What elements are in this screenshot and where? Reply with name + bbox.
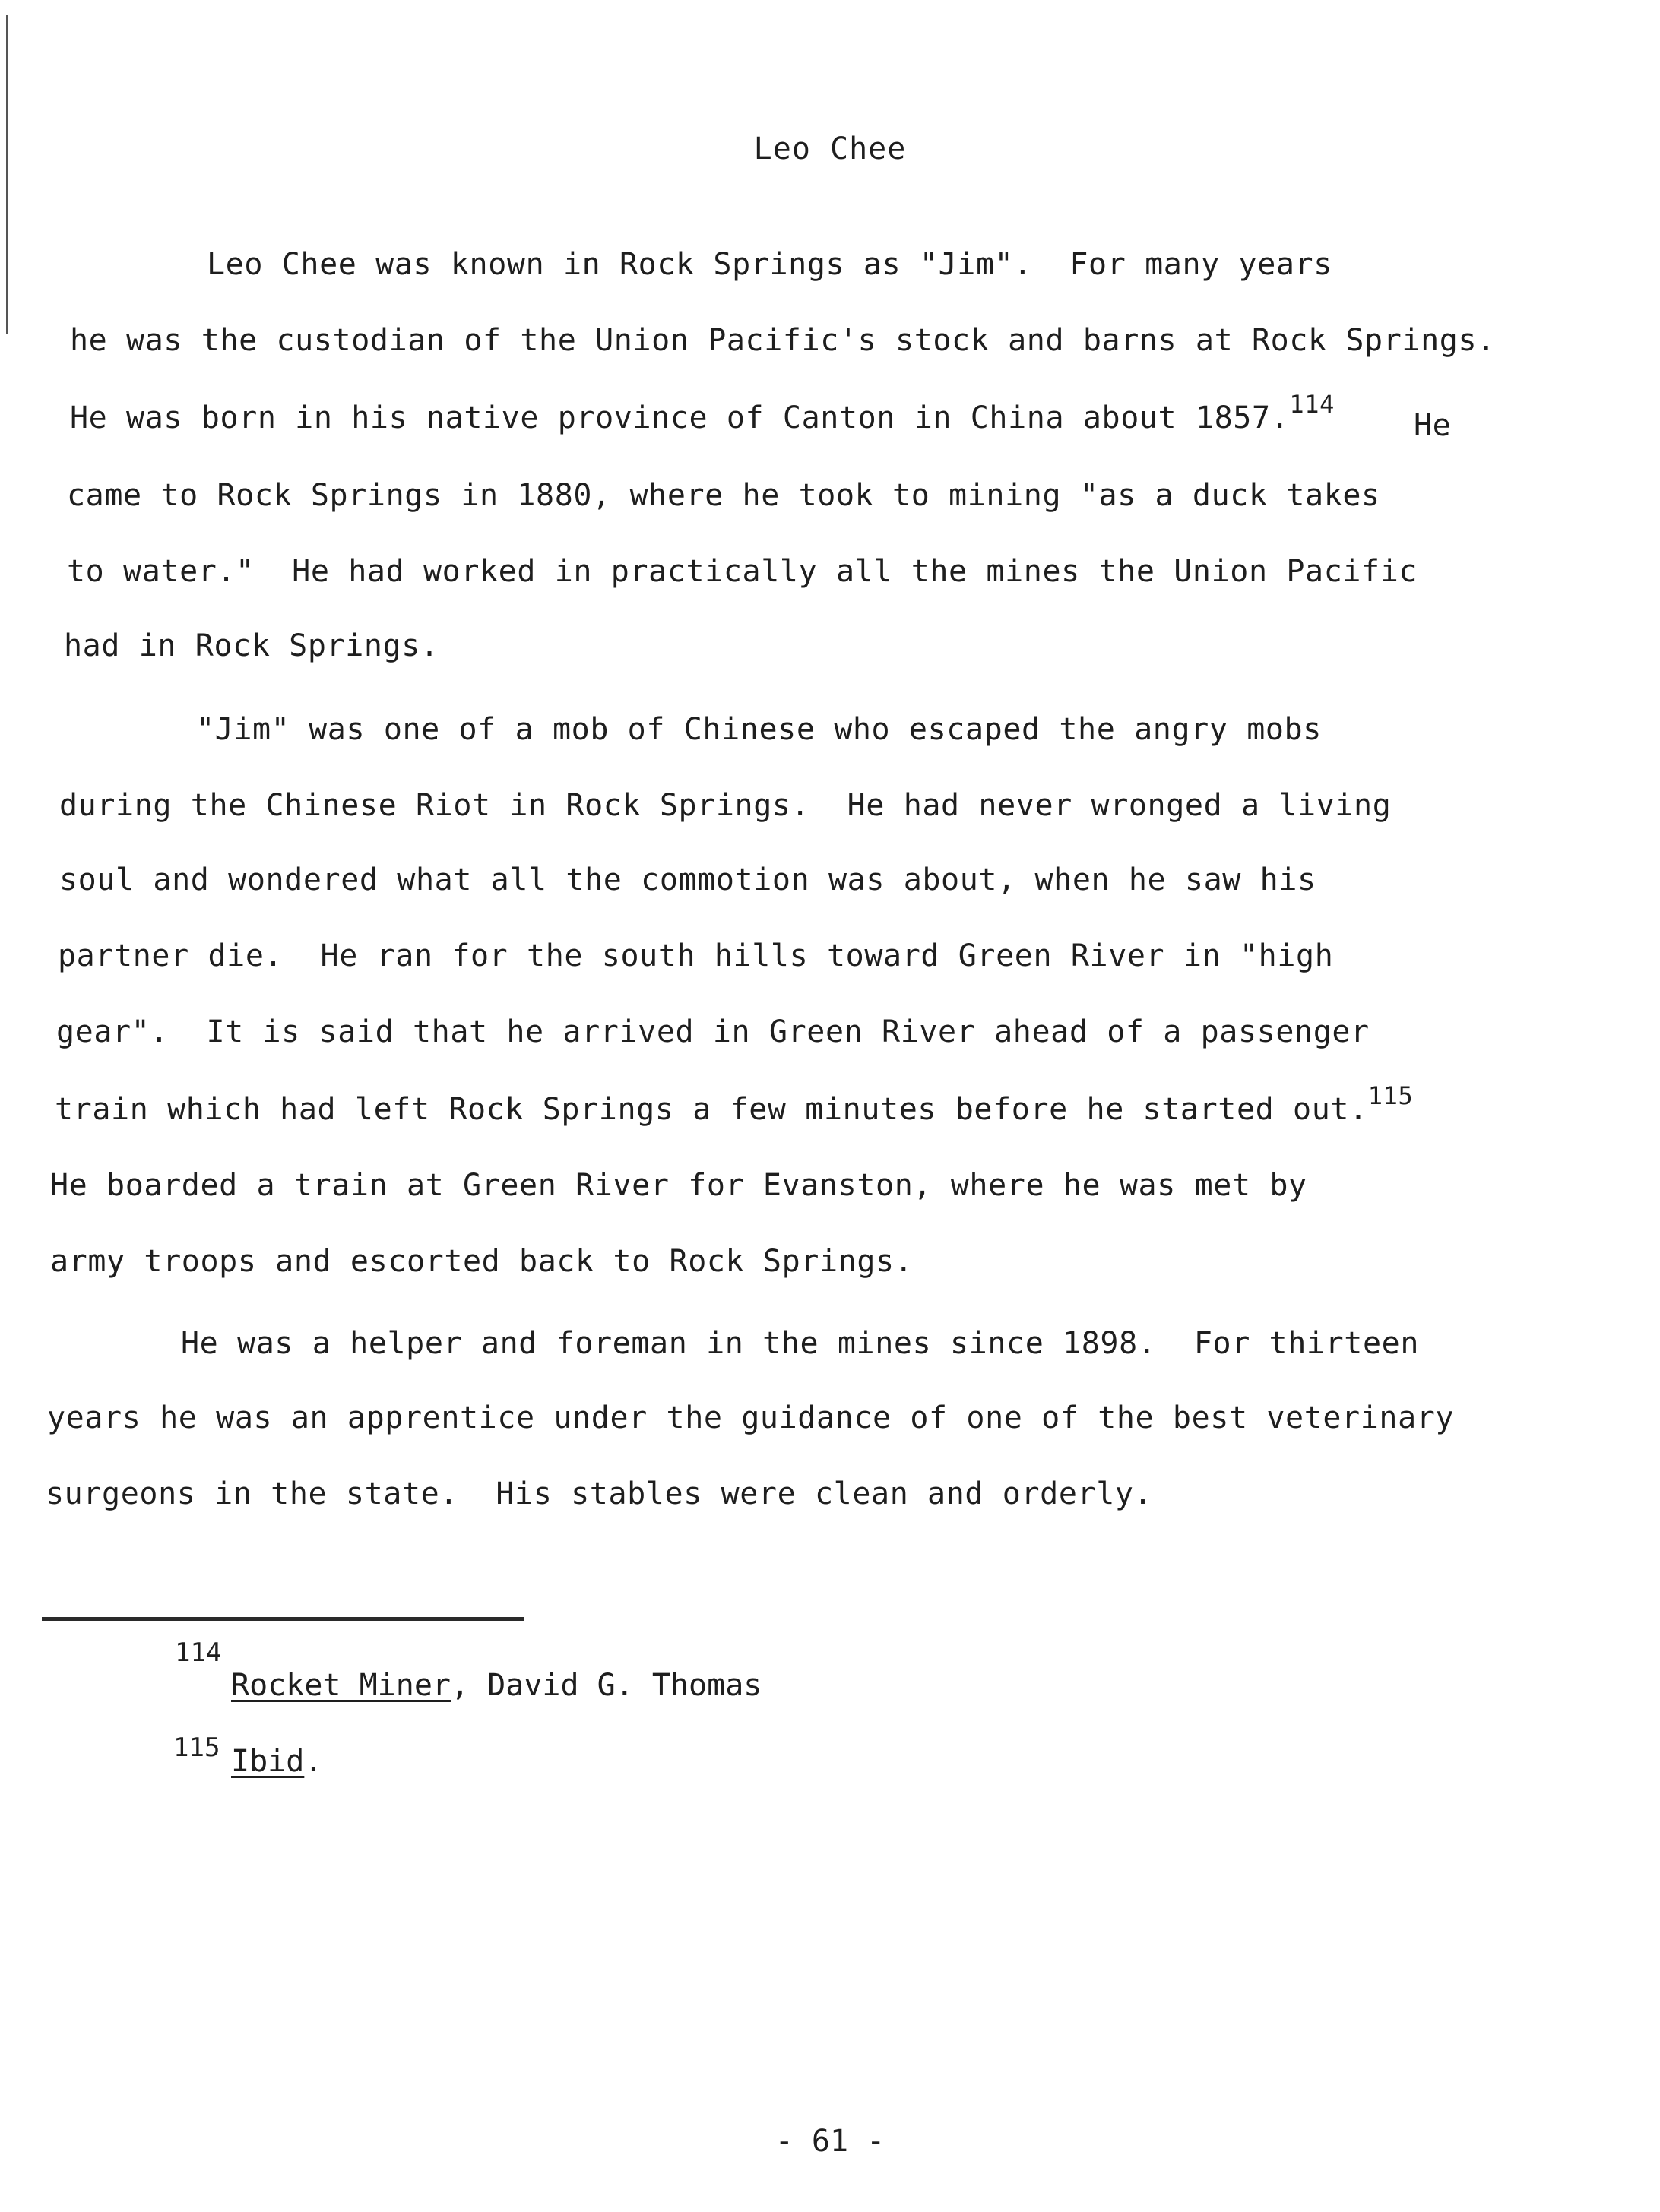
paragraph-1-line-4: came to Rock Springs in 1880, where he took to mining "as a duck takes	[67, 478, 1380, 513]
paragraph-1-line-1: Leo Chee was known in Rock Springs as "Jim". For many years	[207, 247, 1332, 282]
footnote-115-source: Ibid	[231, 1744, 305, 1779]
paragraph-2-line-7: He boarded a train at Green River for Evanston, where he was met by	[50, 1168, 1307, 1203]
page-number: - 61 -	[775, 2124, 885, 2159]
paragraph-2-line-6	[55, 1081, 1414, 1131]
paragraph-1-line-2: he was the custodian of the Union Pacific's stock and barns at Rock Springs.	[70, 323, 1496, 358]
paragraph-2-line-5: gear". It is said that he arrived in Green River ahead of a passenger	[56, 1014, 1370, 1049]
paragraph-1-line-3-tail: He	[1414, 408, 1452, 443]
footnote-114-number: 114	[175, 1638, 222, 1668]
paragraph-1-line-3	[70, 389, 1335, 439]
paragraph-2-line-4: partner die. He ran for the south hills toward Green River in "high	[58, 938, 1334, 973]
page-title: Leo Chee	[753, 131, 907, 166]
paragraph-2-line-2: during the Chinese Riot in Rock Springs. He had never wronged a living	[59, 788, 1392, 823]
footnote-separator	[42, 1617, 524, 1621]
footnote-114-source: Rocket Miner	[231, 1668, 451, 1703]
footnote-115-number: 115	[173, 1733, 220, 1763]
footnote-115-rest: .	[304, 1744, 323, 1779]
paragraph-2-line-1: "Jim" was one of a mob of Chinese who escaped the angry mobs	[196, 712, 1322, 747]
footnote-114	[231, 1664, 762, 1707]
margin-rule	[6, 15, 8, 334]
paragraph-1-line-5: to water." He had worked in practically all the mines the Union Pacific	[67, 554, 1418, 589]
paragraph-2-line-8: army troops and escorted back to Rock Springs.	[50, 1244, 914, 1279]
paragraph-1-line-3-text: He was born in his native province of Canton in China about 1857.	[70, 400, 1290, 435]
footnote-ref-115: 115	[1367, 1081, 1414, 1110]
paragraph-2-line-6-text: train which had left Rock Springs a few minutes before he started out.	[55, 1092, 1368, 1127]
paragraph-1-line-6: had in Rock Springs.	[64, 628, 439, 663]
paragraph-3-line-1: He was a helper and foreman in the mines since 1898. For thirteen	[181, 1326, 1420, 1361]
footnote-115	[231, 1740, 322, 1783]
paragraph-3-line-2: years he was an apprentice under the guidance of one of the best veterinary	[47, 1400, 1455, 1435]
paragraph-2-line-3: soul and wondered what all the commotion was about, when he saw his	[59, 862, 1316, 897]
footnote-ref-114: 114	[1289, 389, 1335, 419]
paragraph-3-line-3: surgeons in the state. His stables were clean and orderly.	[46, 1476, 1153, 1511]
footnote-114-rest: , David G. Thomas	[450, 1668, 762, 1703]
